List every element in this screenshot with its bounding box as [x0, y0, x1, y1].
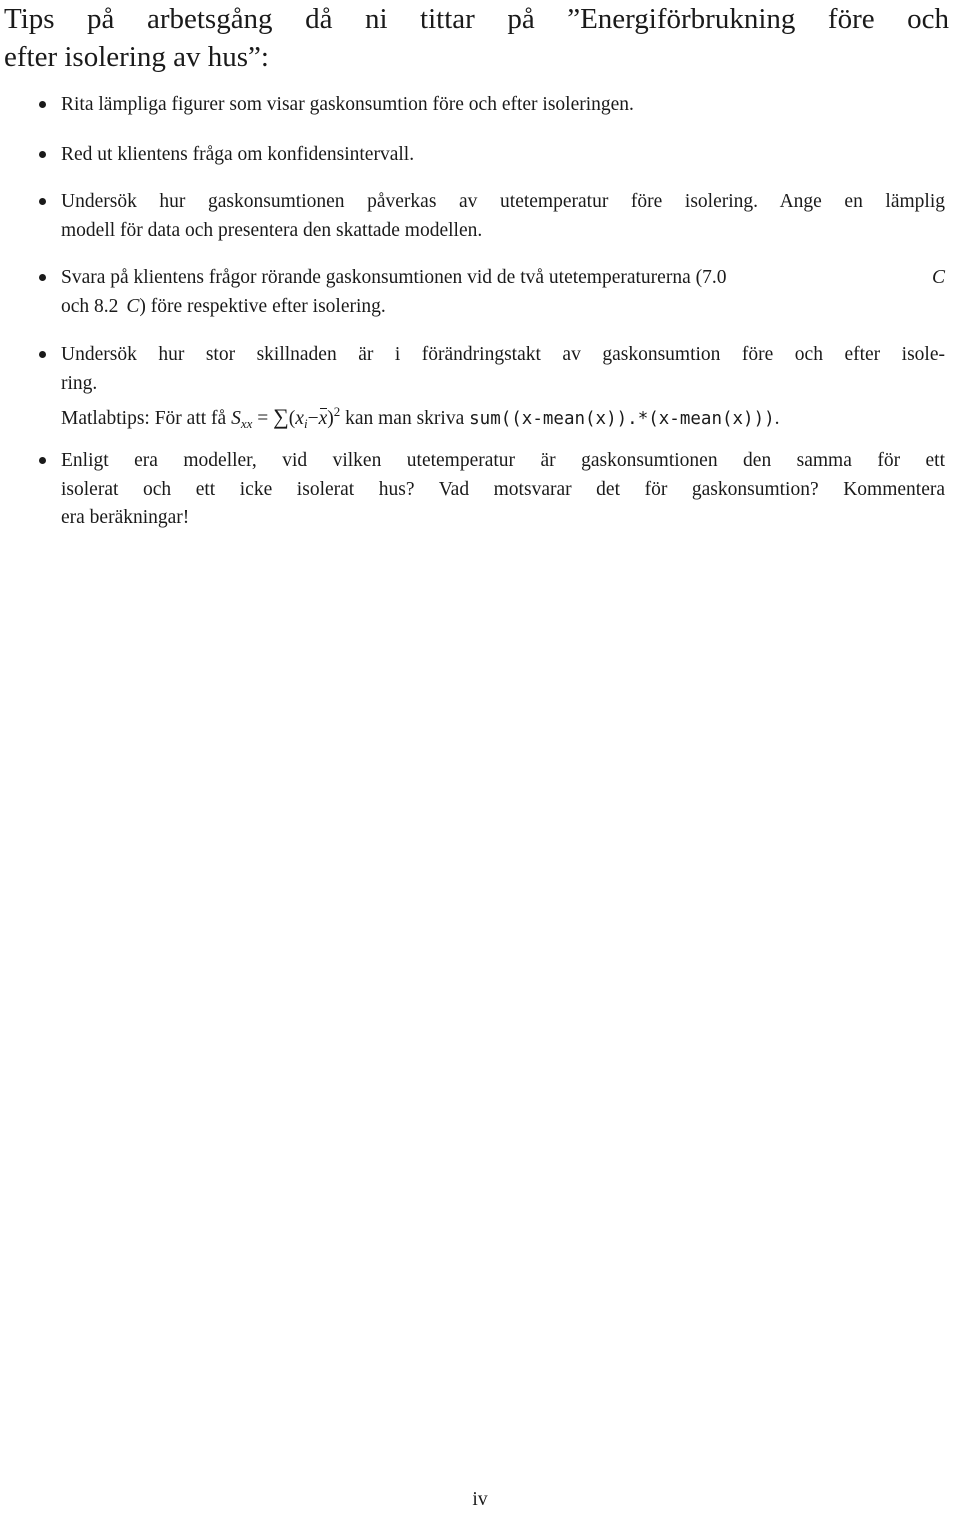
title-line-2: efter isolering av hus”:	[4, 41, 269, 73]
matlab-code: sum((x-mean(x)).*(x-mean(x)))	[469, 409, 775, 430]
list-item-text: Svara på klientens frågor rörande gaskonsumtionen vid de två utetemperaturerna (7.0 C och 8.2 C) före respektive efter isolering.	[61, 267, 945, 317]
list-item-text: Undersök hur stor skillnaden är i förändringstakt av gaskonsumtion före och efter isole- ring. Matlabtips: För att få $S_{xx} = \sum(x_i-x)^2$ kan man skriva sum((x-mean(x)).*(x-mean(x))).	[61, 341, 945, 427]
bullet-icon	[39, 274, 46, 281]
page-title	[4, 0, 949, 76]
page-number: iv	[472, 1489, 488, 1510]
bullet-icon	[39, 151, 46, 158]
title-line-1: Tips på arbetsgång då ni tittar på ”Energiförbrukning före och	[4, 3, 949, 35]
list-item-text: Rita lämpliga figurer som visar gaskonsumtion före och efter isoleringen.	[61, 94, 634, 115]
bullet-icon	[39, 101, 46, 108]
bullet-icon	[39, 198, 46, 205]
x-bar-symbol: x	[319, 405, 328, 434]
list-item-text: Red ut klientens fråga om konfidensintervall.	[61, 144, 415, 165]
bullet-icon	[39, 457, 46, 464]
list-item-text: Undersök hur gaskonsumtionen påverkas av utetemperatur före isolering. Ange en lämplig modell för data och presentera den skattade modellen.	[61, 191, 945, 241]
sum-symbol: ∑	[273, 404, 289, 430]
bullet-icon	[39, 351, 46, 358]
list-item-text: Enligt era modeller, vid vilken utetemperatur är gaskonsumtionen den samma för ett isolerat och ett icke isolerat hus? Vad motsvarar det för gaskonsumtion? Kommentera era beräkningar!	[61, 450, 945, 529]
matlab-tip: Matlabtips: För att få $S_{xx} = \sum(x_i-x)^2$ kan man skriva sum((x-mean(x)).*(x-mean(x))).	[61, 398, 945, 427]
